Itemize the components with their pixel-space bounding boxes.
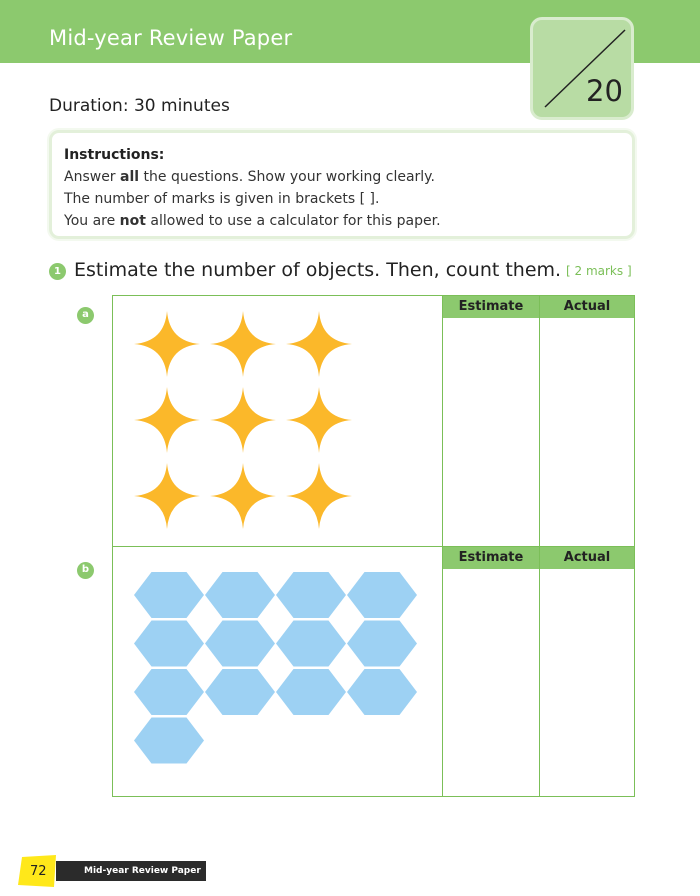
hexagon-icon [134,669,204,715]
part-b-objects-panel [112,546,443,797]
hexagon-icon [347,572,417,618]
part-a-actual-box[interactable] [539,295,635,547]
estimate-header: Estimate [443,547,539,569]
score-total: 20 [586,74,623,108]
duration-label: Duration: 30 minutes [49,96,230,116]
part-a-objects-panel [112,295,443,547]
star-icon [134,463,200,529]
stars-group [113,296,443,546]
star-icon [286,311,352,377]
star-icon [210,311,276,377]
hexagon-icon [134,718,204,764]
part-b-estimate-box[interactable] [442,546,540,797]
star-icon [134,387,200,453]
star-icon [210,387,276,453]
hexagon-icon [276,669,346,715]
part-b-label: b [77,562,94,579]
star-icon [286,463,352,529]
footer-title: Mid-year Review Paper [56,861,206,881]
estimate-header: Estimate [443,296,539,318]
instructions-heading: Instructions: [64,147,165,163]
hexagon-icon [205,572,275,618]
hexagon-icon [347,621,417,667]
score-box [530,17,634,120]
hexagon-icon [134,621,204,667]
part-a-estimate-box[interactable] [442,295,540,547]
hexagon-icon [205,669,275,715]
hexagon-icon [347,669,417,715]
instruction-line-1: Answer all the questions. Show your working clearly. [64,169,435,185]
hexagon-icon [276,621,346,667]
hexagon-icon [205,621,275,667]
star-icon [286,387,352,453]
instructions-box [49,130,635,239]
page-number: 72 [30,864,47,879]
question-number: 1 [49,263,66,280]
hexagon-icon [134,572,204,618]
star-icon [134,311,200,377]
question-marks: [ 2 marks ] [566,264,632,278]
actual-header: Actual [540,296,634,318]
hexagons-group [113,547,443,796]
question-text: Estimate the number of objects. Then, count them. [74,259,562,281]
part-b-actual-box[interactable] [539,546,635,797]
actual-header: Actual [540,547,634,569]
part-a-label: a [77,307,94,324]
page-title: Mid-year Review Paper [49,26,293,50]
hexagon-icon [276,572,346,618]
instruction-line-2: The number of marks is given in brackets [ ]. [64,191,380,207]
instruction-line-3: You are not allowed to use a calculator for this paper. [64,213,441,229]
star-icon [210,463,276,529]
